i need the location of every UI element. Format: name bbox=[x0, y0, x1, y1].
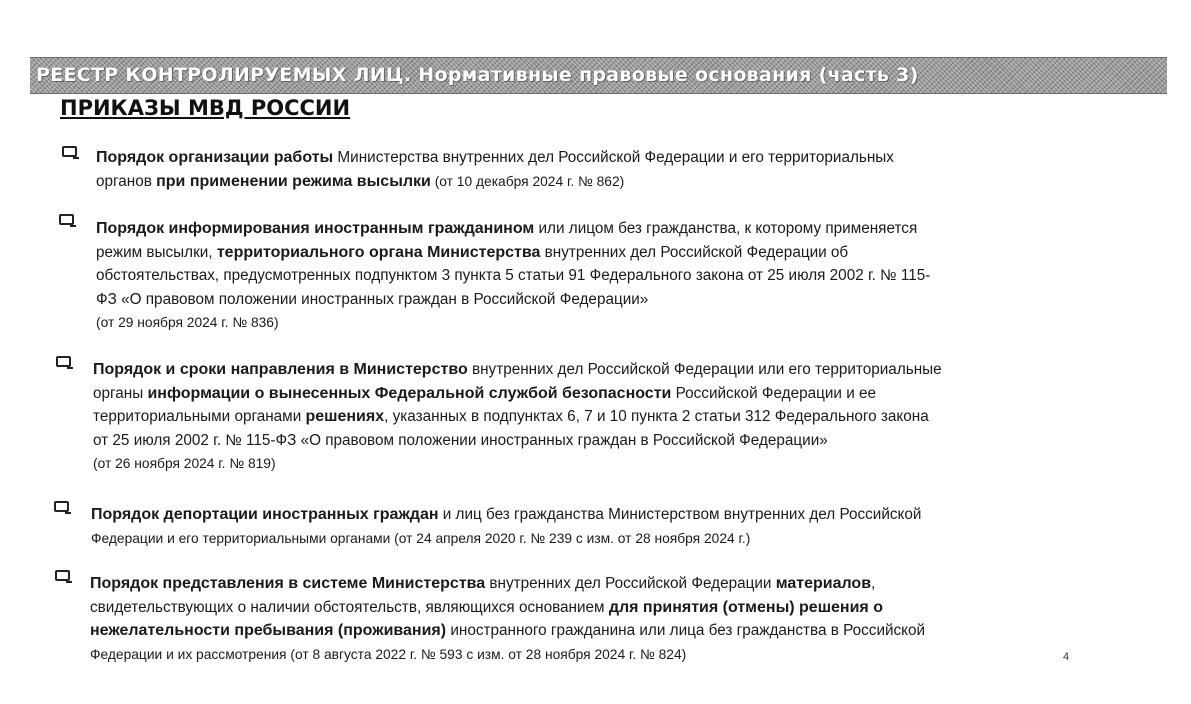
list-item bbox=[96, 217, 930, 335]
item-text: , bbox=[871, 575, 876, 592]
item-text: внутренних дел Российской Федерации bbox=[485, 575, 776, 592]
item-text: органов bbox=[96, 172, 157, 190]
item-text: территориальными органами bbox=[93, 408, 306, 425]
item-line bbox=[90, 572, 925, 596]
list-item bbox=[90, 572, 925, 666]
item-line bbox=[90, 596, 925, 620]
item-line bbox=[93, 429, 942, 453]
item-line bbox=[93, 358, 942, 382]
item-line bbox=[93, 382, 942, 406]
item-text: или лицом без гражданства, к которому применяется bbox=[534, 220, 918, 237]
item-line bbox=[96, 170, 894, 194]
item-text: ФЗ «О правовом положении иностранных граждан в Российской Федерации» bbox=[96, 290, 649, 308]
bold-text: Порядок и сроки направления в Министерство bbox=[93, 361, 468, 378]
item-text: обстоятельствах, предусмотренных подпунктом 3 пункта 5 статьи 91 Федерального закона от 25 июля 2002 г. № 115- bbox=[96, 267, 931, 284]
bold-text: Порядок информирования иностранным гражданином bbox=[96, 220, 535, 237]
item-text: , указанных в подпунктах 6, 7 и 10 пункта 2 статьи 312 Федерального закона bbox=[384, 408, 929, 425]
list-item bbox=[93, 358, 942, 476]
bold-text: Порядок представления в системе Министерства bbox=[90, 575, 486, 592]
item-line bbox=[96, 241, 930, 265]
checkbox-icon bbox=[56, 356, 71, 367]
bold-text: Порядок депортации иностранных граждан bbox=[91, 506, 439, 523]
item-line bbox=[90, 619, 925, 643]
item-line bbox=[91, 503, 921, 527]
checkbox-icon bbox=[55, 570, 70, 581]
bold-text: материалов bbox=[775, 575, 872, 592]
header-banner bbox=[30, 57, 1167, 94]
item-text: свидетельствующих о наличии обстоятельств, являющихся основанием bbox=[90, 598, 609, 616]
item-text: от 25 июля 2002 г. № 115-ФЗ «О правовом положении иностранных граждан в Российской Федерации» bbox=[93, 431, 828, 449]
page-number: 4 bbox=[1063, 651, 1070, 663]
item-text: Российской Федерации и ее bbox=[671, 384, 877, 402]
item-text: (от 10 декабря 2024 г. № 862) bbox=[430, 173, 625, 189]
item-line bbox=[93, 452, 942, 476]
item-text: внутренних дел Российской Федерации или его территориальные bbox=[467, 361, 942, 378]
checkbox-icon bbox=[62, 146, 77, 157]
list-item bbox=[91, 503, 921, 550]
bold-text: территориального органа Министерства bbox=[216, 243, 541, 261]
banner-title: РЕЕСТР КОНТРОЛИРУЕМЫХ ЛИЦ. Нормативные правовые основания (часть 3) bbox=[36, 64, 919, 86]
item-text: режим высылки, bbox=[96, 243, 217, 261]
item-line bbox=[96, 217, 930, 241]
item-text: (от 29 ноября 2024 г. № 836) bbox=[96, 315, 279, 330]
item-text: Министерства внутренних дел Российской Федерации и его территориальных bbox=[333, 149, 894, 166]
item-text: Федерации и его территориальными органами (от 24 апреля 2020 г. № 239 с изм. от 28 ноября 2024 г.) bbox=[91, 530, 751, 546]
item-line bbox=[96, 146, 894, 170]
list-item bbox=[96, 146, 894, 193]
item-text: внутренних дел Российской Федерации об bbox=[540, 243, 849, 261]
bold-text: информации о вынесенных Федеральной службой безопасности bbox=[147, 384, 672, 402]
bold-text: для принятия (отмены) решения о bbox=[608, 598, 883, 616]
item-line bbox=[96, 311, 930, 335]
bold-text: Порядок организации работы bbox=[96, 149, 334, 166]
item-text: иностранного гражданина или лица без гражданства в Российской bbox=[446, 622, 926, 639]
checkbox-icon bbox=[54, 501, 69, 512]
item-text: органы bbox=[93, 384, 148, 402]
item-line bbox=[90, 643, 925, 667]
checkbox-icon bbox=[59, 214, 74, 225]
item-text: Федерации и их рассмотрения (от 8 августа 2022 г. № 593 с изм. от 28 ноября 2024 г. № 824) bbox=[90, 646, 687, 662]
item-text: и лиц без гражданства Министерством внутренних дел Российской bbox=[438, 506, 922, 523]
bold-text: решениях bbox=[305, 408, 385, 425]
bold-text: нежелательности пребывания (проживания) bbox=[90, 622, 447, 639]
item-line bbox=[93, 405, 942, 429]
section-title: ПРИКАЗЫ МВД РОССИИ bbox=[60, 96, 351, 120]
item-line bbox=[96, 264, 930, 288]
item-text: (от 26 ноября 2024 г. № 819) bbox=[93, 456, 276, 471]
item-line bbox=[91, 527, 921, 551]
item-line bbox=[96, 288, 930, 312]
bold-text: при применении режима высылки bbox=[156, 172, 431, 190]
